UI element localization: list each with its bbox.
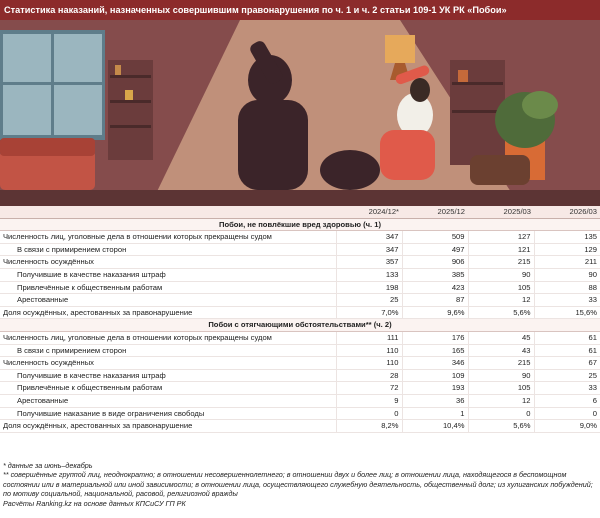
table-cell: 110 [336,344,402,357]
table-row [0,306,600,319]
table-cell: 105 [468,281,534,294]
table-row [0,357,600,370]
table-cell: 133 [336,268,402,281]
row-label: Арестованные [0,394,336,407]
section-heading: Побои, не повлёкшие вред здоровью (ч. 1) [0,218,600,231]
page-title: Статистика наказаний, назначенных совершившим правонарушения по ч. 1 и ч. 2 статьи 109-1 УК РК «Побои» [0,0,600,20]
table-cell: 215 [468,357,534,370]
table-cell: 497 [402,243,468,256]
section-heading: Побои с отягчающими обстоятельствами** (ч. 2) [0,319,600,332]
table-cell: 110 [336,357,402,370]
footnotes [3,461,597,508]
table-cell: 25 [534,369,600,382]
table-cell: 109 [402,369,468,382]
table-row [0,394,600,407]
table-row [0,369,600,382]
table-cell: 61 [534,344,600,357]
row-label: В связи с примирением сторон [0,243,336,256]
row-label: Привлечённые к общественным работам [0,382,336,395]
table-cell: 5,6% [468,420,534,433]
table-cell: 6 [534,394,600,407]
table-cell: 346 [402,357,468,370]
row-label: Привлечённые к общественным работам [0,281,336,294]
table-section-heading-row [0,319,600,332]
table-cell: 198 [336,281,402,294]
row-label: Получившие наказание в виде ограничения свободы [0,407,336,420]
table-cell: 87 [402,294,468,307]
row-label: Доля осуждённых, арестованных за правонарушение [0,306,336,319]
table-cell: 12 [468,294,534,307]
table-cell: 9 [336,394,402,407]
table-row [0,268,600,281]
table-cell: 9,6% [402,306,468,319]
footnote: ** совершённые группой лиц, неоднократно; в отношении несовершеннолетнего; в отношении двух и более лиц; в отношении лица, находящегося в беспомощном состоянии или в материальной или иной зависимости; в отношении лица, осуществляющего служебную деятельность, общественный долг; из хулиганских побуждений; по мотиву социальной, национальной, расовой, религиозной вражды [3,470,593,499]
table-cell: 0 [336,407,402,420]
table-cell: 906 [402,256,468,269]
statistics-table-wrapper [0,206,600,433]
column-header: 2025/12 [402,206,468,218]
table-cell: 5,6% [468,306,534,319]
row-label: Получившие в качестве наказания штраф [0,369,336,382]
column-header: 2026/03 [534,206,600,218]
table-cell: 10,4% [402,420,468,433]
table-cell: 111 [336,331,402,344]
table-cell: 33 [534,294,600,307]
table-cell: 127 [468,231,534,244]
table-cell: 423 [402,281,468,294]
table-cell: 1 [402,407,468,420]
table-row [0,256,600,269]
row-label: Численность осуждённых [0,357,336,370]
table-cell: 0 [534,407,600,420]
table-cell: 357 [336,256,402,269]
table-cell: 509 [402,231,468,244]
row-label: Численность осуждённых [0,256,336,269]
row-label: Численность лиц, уголовные дела в отношении которых прекращены судом [0,231,336,244]
header-illustration [0,20,600,206]
table-cell: 7,0% [336,306,402,319]
table-row [0,231,600,244]
table-row [0,294,600,307]
column-header: 2024/12* [336,206,402,218]
row-label: В связи с примирением сторон [0,344,336,357]
table-body [0,218,600,432]
table-cell: 36 [402,394,468,407]
table-cell: 105 [468,382,534,395]
table-cell: 9,0% [534,420,600,433]
table-row [0,382,600,395]
table-cell: 0 [468,407,534,420]
table-cell: 176 [402,331,468,344]
table-cell: 8,2% [336,420,402,433]
table-row [0,344,600,357]
table-row [0,331,600,344]
table-cell: 88 [534,281,600,294]
domestic-violence-scene-icon [0,20,600,206]
table-cell: 12 [468,394,534,407]
table-cell: 15,6% [534,306,600,319]
column-header [0,206,336,218]
table-row [0,243,600,256]
table-cell: 61 [534,331,600,344]
row-label: Арестованные [0,294,336,307]
table-cell: 121 [468,243,534,256]
table-cell: 347 [336,243,402,256]
table-cell: 165 [402,344,468,357]
table-cell: 72 [336,382,402,395]
table-cell: 28 [336,369,402,382]
table-cell: 90 [468,369,534,382]
table-cell: 67 [534,357,600,370]
source-note: Расчёты Ranking.kz на основе данных КПСиСУ ГП РК [3,498,186,508]
table-cell: 90 [534,268,600,281]
row-label: Доля осуждённых, арестованных за правонарушение [0,420,336,433]
statistics-table [0,206,600,433]
row-label: Получившие в качестве наказания штраф [0,268,336,281]
column-header: 2025/03 [468,206,534,218]
table-cell: 43 [468,344,534,357]
row-label: Численность лиц, уголовные дела в отношении которых прекращены судом [0,331,336,344]
table-row [0,407,600,420]
table-cell: 135 [534,231,600,244]
table-cell: 25 [336,294,402,307]
table-section-heading-row [0,218,600,231]
table-cell: 90 [468,268,534,281]
table-header-row [0,206,600,218]
table-row [0,420,600,433]
table-cell: 193 [402,382,468,395]
table-row [0,281,600,294]
table-cell: 45 [468,331,534,344]
table-cell: 211 [534,256,600,269]
table-cell: 33 [534,382,600,395]
table-cell: 129 [534,243,600,256]
table-cell: 215 [468,256,534,269]
footnote: * данные за июнь–декабрь [3,461,93,470]
table-cell: 347 [336,231,402,244]
table-cell: 385 [402,268,468,281]
